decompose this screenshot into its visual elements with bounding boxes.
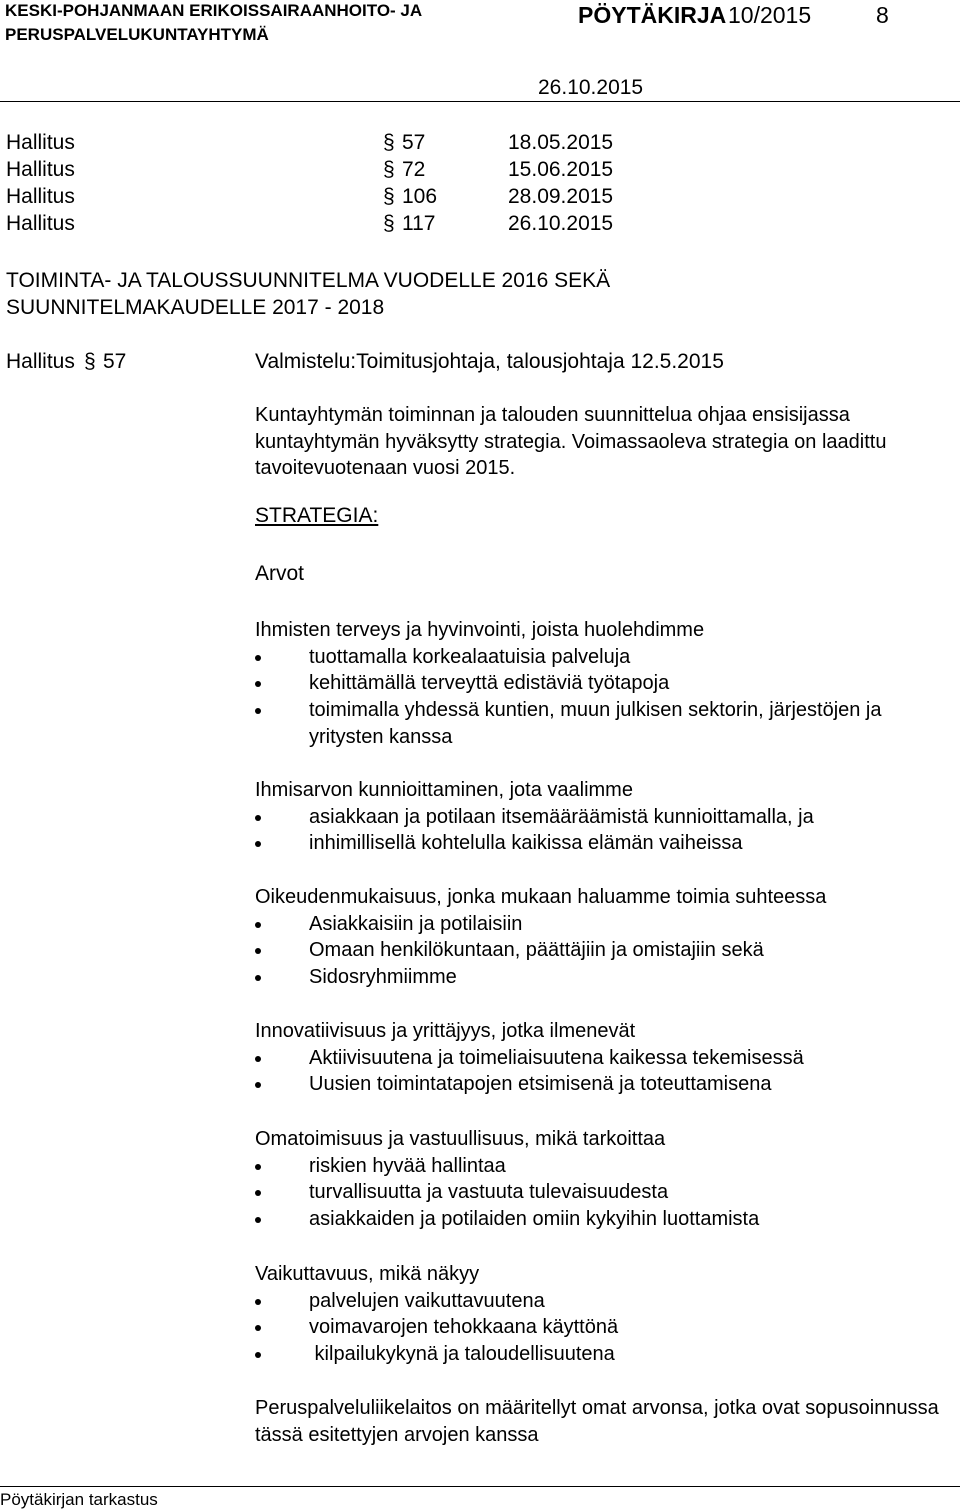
bullet-icon: [255, 1190, 261, 1196]
preparer-line: Valmistelu:Toimitusjohtaja, talousjohtaja 12.5.2015: [255, 350, 724, 373]
list-item: [255, 670, 955, 697]
list-item-text: Uusien toimintatapojen etsimisenä ja toteuttamisena: [309, 1073, 772, 1096]
history-date: 26.10.2015: [508, 212, 614, 235]
bullet-icon: [255, 681, 261, 687]
history-number: 117: [402, 212, 436, 235]
section-sign: §: [383, 212, 395, 235]
bullet-icon: [255, 1299, 261, 1305]
bullet-icon: [255, 1082, 261, 1088]
list-item-text: turvallisuutta ja vastuuta tulevaisuudesta: [309, 1181, 669, 1204]
bullet-icon: [255, 1325, 261, 1331]
section-sign: §: [84, 350, 96, 373]
list-item-text: kehittämällä terveyttä edistäviä työtapoja: [309, 672, 670, 695]
list-item-text: tuottamalla korkealaatuisia palveluja: [309, 645, 631, 668]
value-section: [255, 777, 955, 857]
list-item: [255, 937, 955, 964]
list-item: [255, 697, 955, 750]
value-section-lead: Omatoimisuus ja vastuullisuus, mikä tarkoittaa: [255, 1128, 666, 1150]
value-list: [255, 1288, 955, 1368]
value-section: [255, 884, 955, 991]
list-item: [255, 1045, 955, 1072]
history-body: Hallitus: [6, 131, 75, 154]
bullet-icon: [255, 1352, 261, 1358]
history-body: Hallitus: [6, 185, 75, 208]
list-item: [255, 1153, 955, 1180]
closing-paragraph: Peruspalveluliikelaitos on määritellyt omat arvonsa, jotka ovat sopusoinnussa tässä esitettyjen arvojen kanssa: [255, 1397, 939, 1446]
list-item-text: voimavarojen tehokkaana käyttönä: [309, 1316, 619, 1339]
list-item: [255, 830, 955, 857]
list-item-text: Omaan henkilökuntaan, päättäjiin ja omistajiin sekä: [309, 939, 764, 962]
value-list: [255, 911, 955, 991]
value-list: [255, 1153, 955, 1233]
value-list: [255, 1045, 955, 1098]
list-item: [255, 1288, 955, 1315]
history-number: 57: [402, 131, 426, 154]
section-sign: §: [383, 185, 395, 208]
bullet-icon: [255, 922, 261, 928]
history-body: Hallitus: [6, 212, 75, 235]
bullet-icon: [255, 815, 261, 821]
value-section: [255, 1126, 955, 1233]
list-item-text: asiakkaiden ja potilaiden omiin kykyihin luottamista: [309, 1208, 760, 1231]
list-item-text: kilpailukykynä ja taloudellisuutena: [309, 1343, 615, 1366]
value-section-lead: Ihmisarvon kunnioittaminen, jota vaalimme: [255, 779, 633, 801]
list-item-text: asiakkaan ja potilaan itsemääräämistä kunnioittamalla, ja: [309, 805, 814, 828]
list-item: [255, 1071, 955, 1098]
strategy-heading: STRATEGIA:: [255, 504, 379, 527]
list-item: [255, 1179, 955, 1206]
value-list: [255, 804, 955, 857]
bullet-icon: [255, 1164, 261, 1170]
section-sign: §: [383, 131, 395, 154]
list-item: [255, 964, 955, 991]
meeting-date: 26.10.2015: [538, 76, 644, 99]
section-sign: §: [383, 158, 395, 181]
value-section: [255, 617, 955, 751]
value-section-lead: Innovatiivisuus ja yrittäjyys, jotka ilmenevät: [255, 1020, 636, 1042]
list-item-text: inhimillisellä kohtelulla kaikissa elämän vaiheissa: [309, 832, 743, 855]
value-section: [255, 1261, 955, 1368]
footer-label: Pöytäkirjan tarkastus: [0, 1490, 158, 1509]
list-item: [255, 644, 955, 671]
footer-divider: [0, 1486, 960, 1487]
value-list: [255, 644, 955, 751]
history-date: 28.09.2015: [508, 185, 614, 208]
organization-name-line1: KESKI-POHJANMAAN ERIKOISSAIRAANHOITO- JA: [5, 1, 423, 20]
list-item-text: Aktiivisuutena ja toimeliaisuutena kaikessa tekemisessä: [309, 1046, 804, 1069]
value-section-lead: Vaikuttavuus, mikä näkyy: [255, 1263, 480, 1285]
list-item: [255, 1341, 955, 1368]
history-number: 106: [402, 185, 438, 208]
bullet-icon: [255, 655, 261, 661]
history-date: 18.05.2015: [508, 131, 614, 154]
value-section: [255, 1018, 955, 1098]
bullet-icon: [255, 975, 261, 981]
list-item-text: palvelujen vaikuttavuutena: [309, 1289, 545, 1312]
list-item: [255, 911, 955, 938]
bullet-icon: [255, 1056, 261, 1062]
document-title: TOIMINTA- JA TALOUSSUUNNITELMA VUODELLE 2016 SEKÄ SUUNNITELMAKAUDELLE 2017 - 2018: [6, 269, 611, 319]
list-item: [255, 1206, 955, 1233]
intro-paragraph: Kuntayhtymän toiminnan ja talouden suunnittelua ohjaa ensisijassa kuntayhtymän hyväksytty strategia. Voimassaoleva strategia on laadittu tavoitevuotenaan vuosi 2015.: [255, 404, 887, 480]
list-item-text: riskien hyvää hallintaa: [309, 1154, 506, 1177]
history-date: 15.06.2015: [508, 158, 614, 181]
list-item: [255, 804, 955, 831]
document-type: PÖYTÄKIRJA: [578, 2, 727, 28]
bullet-icon: [255, 948, 261, 954]
item-number: 57: [103, 350, 127, 373]
list-item: [255, 1314, 955, 1341]
document-number: 10/2015: [728, 2, 812, 28]
list-item-text: Asiakkaisiin ja potilaisiin: [309, 912, 523, 935]
header-divider: [0, 101, 960, 102]
value-section-lead: Oikeudenmukaisuus, jonka mukaan haluamme toimia suhteessa: [255, 886, 827, 908]
values-heading: Arvot: [255, 562, 305, 585]
list-item-text: Sidosryhmiimme: [309, 966, 457, 989]
item-body: Hallitus: [6, 350, 75, 373]
history-body: Hallitus: [6, 158, 75, 181]
bullet-icon: [255, 1217, 261, 1223]
bullet-icon: [255, 841, 261, 847]
page-number: 8: [876, 2, 889, 28]
value-section-lead: Ihmisten terveys ja hyvinvointi, joista huolehdimme: [255, 619, 705, 641]
history-number: 72: [402, 158, 426, 181]
organization-name-line2: PERUSPALVELUKUNTAYHTYMÄ: [5, 25, 269, 44]
list-item-text: toimimalla yhdessä kuntien, muun julkisen sektorin, järjestöjen ja yritysten kanssa: [309, 699, 882, 748]
bullet-icon: [255, 708, 261, 714]
